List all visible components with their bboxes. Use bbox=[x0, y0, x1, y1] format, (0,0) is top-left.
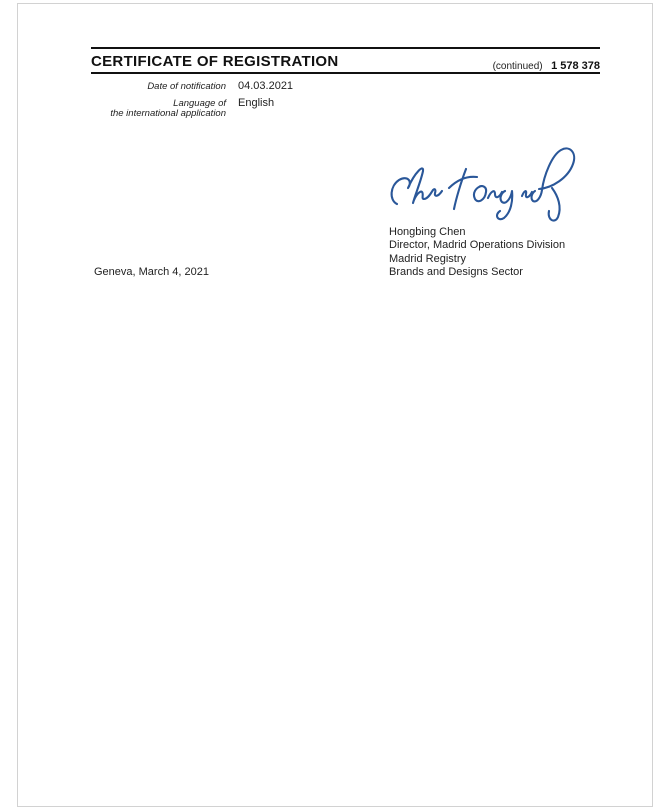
document-page bbox=[17, 3, 653, 807]
signatory-sector: Brands and Designs Sector bbox=[389, 266, 523, 279]
signatory-block bbox=[389, 226, 565, 280]
signatory-registry: Madrid Registry bbox=[389, 252, 467, 265]
date-of-notification-value: 04.03.2021 bbox=[238, 80, 294, 92]
signature-stroke-hong bbox=[449, 169, 512, 219]
header-rule-top bbox=[91, 47, 600, 49]
signatory-role: Director, Madrid Operations Division bbox=[389, 239, 566, 252]
signatory-name: Hongbing Chen bbox=[389, 226, 466, 238]
signature-image bbox=[386, 141, 576, 226]
language-value: English bbox=[238, 97, 275, 109]
language-label-line1: Language of bbox=[173, 98, 226, 109]
certificate-title: CERTIFICATE OF REGISTRATION bbox=[91, 53, 339, 70]
language-label-line2: the international application bbox=[110, 108, 226, 119]
continued-label: (continued) bbox=[492, 61, 543, 72]
date-of-notification-label: Date of notification bbox=[147, 81, 226, 92]
place-date-line: Geneva, March 4, 2021 bbox=[94, 266, 209, 278]
registration-number: 1 578 378 bbox=[551, 60, 600, 72]
header-rule-bottom bbox=[91, 72, 600, 74]
signature-stroke-chen bbox=[392, 168, 442, 204]
signature-stroke-bing bbox=[522, 148, 574, 220]
